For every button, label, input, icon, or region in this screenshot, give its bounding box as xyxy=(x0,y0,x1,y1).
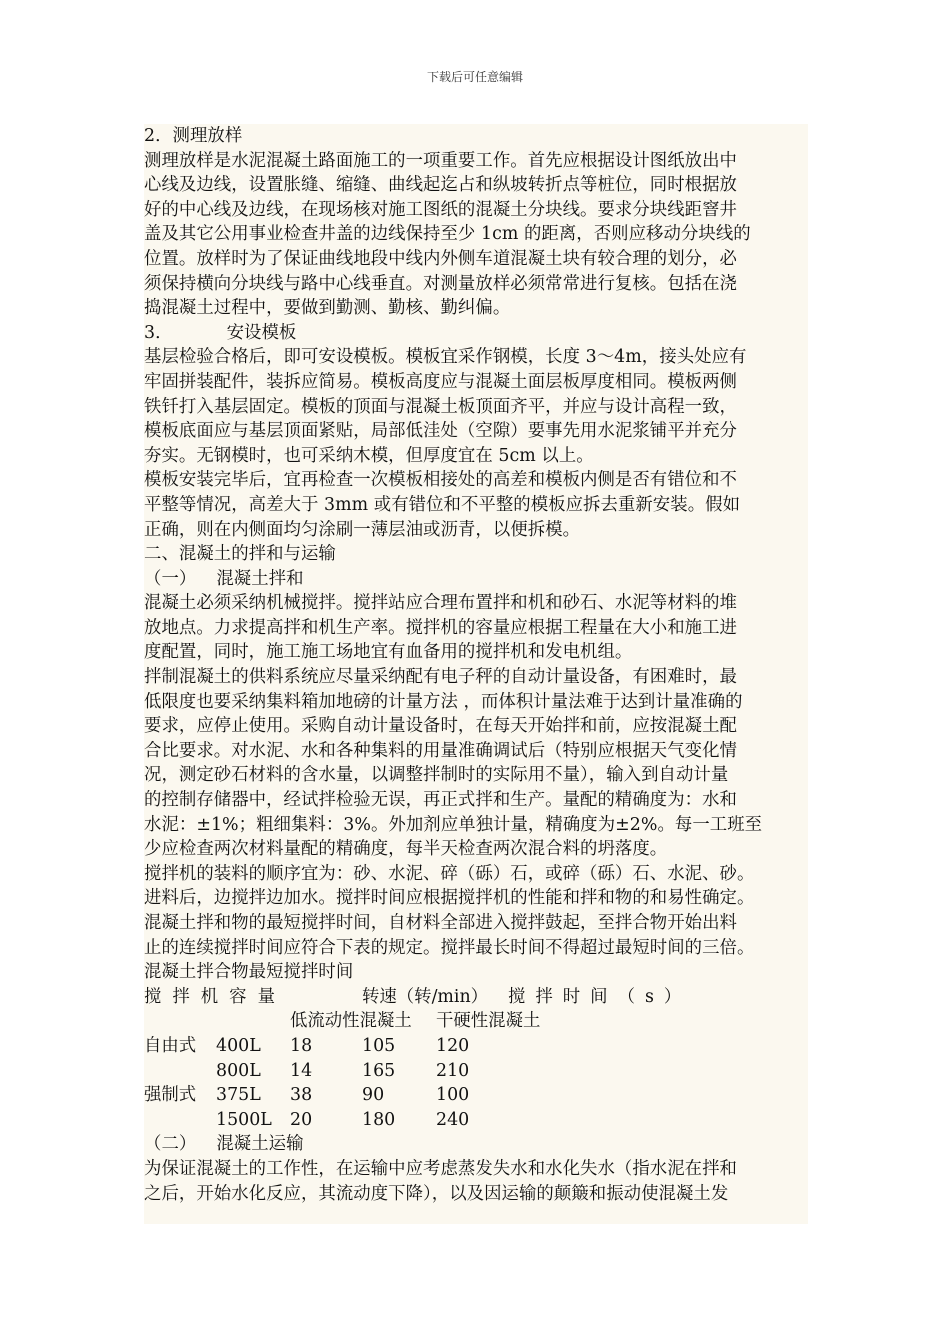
paragraph-line: 平整等情况，高差大于 3mm 或有错位和不平整的模板应拆去重新安装。假如 xyxy=(144,494,741,515)
paragraph-line: 须保持横向分块线与路中心线垂直。对测量放样必须常常进行复核。包括在浇 xyxy=(144,273,737,294)
subsection-heading xyxy=(144,567,808,592)
paragraph-line: 搅拌机的装料的顺序宜为：砂、水泥、碎（砾）石，或碎（砾）石、水泥、砂。 xyxy=(144,863,755,884)
table-cell-low: 180 xyxy=(362,1109,396,1130)
table-cell-speed: 18 xyxy=(290,1035,313,1056)
paragraph-line: 况，测定砂石材料的含水量，以调整拌制时的实际用不量），输入到自动计量 xyxy=(144,765,729,786)
page-header-note: 下载后可任意编辑 xyxy=(426,70,523,84)
table-cell-speed: 20 xyxy=(290,1109,313,1130)
paragraph-line: 拌制混凝土的供料系统应尽量采纳配有电子秤的自动计量设备，有困难时，最 xyxy=(144,667,737,688)
paragraph-line: 位置。放样时为了保证曲线地段中线内外侧车道混凝土块有较合理的划分，必 xyxy=(144,248,737,269)
subsection-title: 混凝土运输 xyxy=(216,1134,304,1155)
table-cell-speed: 38 xyxy=(290,1085,313,1106)
table-header-row xyxy=(144,985,808,1010)
paragraph-line: 牢固拼装配件，装拆应简易。模板高度应与混凝土面层板厚度相同。模板两侧 xyxy=(144,371,737,392)
table-row xyxy=(144,1108,808,1133)
paragraph-line: 低限度也要采纳集料箱加地磅的计量方法 ，而体积计量法难于达到计量准确的 xyxy=(144,691,743,712)
paragraph-line: 夯实。无钢模时，也可采纳木模，但厚度宜在 5cm 以上。 xyxy=(144,445,594,466)
paragraph-line: 度配置，同时，施工施工场地宜有血备用的搅拌机和发电机组。 xyxy=(144,642,633,663)
table-subheader-row xyxy=(144,1009,808,1034)
paragraph-line: 止的连续搅拌时间应符合下表的规定。搅拌最长时间不得超过最短时间的三倍。 xyxy=(144,937,755,958)
paragraph-line: 捣混凝土过程中，要做到勤测、勤核、勤纠偏。 xyxy=(144,298,511,319)
subsection-number: （一） xyxy=(144,568,197,589)
table-row xyxy=(144,1059,808,1084)
table-cell-dry: 120 xyxy=(436,1035,470,1056)
paragraph-line: 水泥：±1%；粗细集料：3%。外加剂应单独计量，精确度为±2%。每一工班至 xyxy=(144,814,763,835)
paragraph-line: 为保证混凝土的工作性，在运输中应考虑蒸发失水和水化失水（指水泥在拌和 xyxy=(144,1158,737,1179)
paragraph-line: 模板底面应与基层顶面紧贴，局部低洼处（空隙）要事先用水泥浆铺平并充分 xyxy=(144,421,737,442)
subsection-number: （二） xyxy=(144,1134,197,1155)
paragraph-line: 之后，开始水化反应，其流动度下降），以及因运输的颠簸和振动使混凝土发 xyxy=(144,1183,729,1204)
paragraph-line: 要求，应停止使用。采购自动计量设备时，在每天开始拌和前，应按混凝土配 xyxy=(144,716,737,737)
table-row xyxy=(144,1034,808,1059)
chapter-heading: 二、混凝土的拌和与运输 xyxy=(144,544,336,565)
paragraph-line: 混凝土拌和物的最短搅拌时间，自材料全部进入搅拌鼓起，至拌合物开始出料 xyxy=(144,913,737,933)
paragraph-line: 混凝土必须采纳机械搅拌。搅拌站应合理布置拌和机和砂石、水泥等材料的堆 xyxy=(144,593,737,614)
paragraph-line: 好的中心线及边线，在现场核对施工图纸的混凝土分块线。要求分块线距窨井 xyxy=(144,199,737,220)
table-cell-low: 90 xyxy=(362,1085,385,1106)
paragraph-line: 放地点。力求提高拌和机生产率。搅拌机的容量应根据工程量在大小和施工进 xyxy=(144,617,737,638)
paragraph-line: 测理放样是水泥混凝土路面施工的一项重要工作。首先应根据设计图纸放出中 xyxy=(144,150,737,171)
paragraph-line: 合比要求。对水泥、水和各种集料的用量准确调试后（特别应根据天气变化情 xyxy=(144,740,737,761)
paragraph-line: 铁钎打入基层固定。模板的顶面与混凝土板顶面齐平，并应与设计高程一致， xyxy=(144,396,737,417)
table-cell-dry: 210 xyxy=(436,1060,470,1081)
table-cell-capacity: 375L xyxy=(216,1085,261,1106)
table-header-low-flow: 低流动性混凝土 xyxy=(290,1011,412,1032)
document-body xyxy=(144,124,808,1224)
table-cell-speed: 14 xyxy=(290,1060,313,1081)
subsection-heading xyxy=(144,1132,808,1157)
subsection-title: 混凝土拌和 xyxy=(216,568,304,589)
table-row xyxy=(144,1083,808,1108)
table-cell-dry: 240 xyxy=(436,1109,470,1130)
section-title: 安设模板 xyxy=(226,322,297,343)
table-cell-low: 165 xyxy=(362,1060,396,1081)
paragraph-line: 的控制存储器中，经试拌检验无误，再正式拌和生产。量配的精确度为：水和 xyxy=(144,790,737,811)
table-header-time: 搅拌时间（s） xyxy=(508,986,692,1007)
table-cell-capacity: 400L xyxy=(216,1035,261,1056)
table-title: 混凝土拌合物最短搅拌时间 xyxy=(144,962,354,983)
table-cell-capacity: 800L xyxy=(216,1060,261,1081)
paragraph-line: 正确，则在内侧面均匀涂刷一薄层油或沥青，以便拆模。 xyxy=(144,519,581,540)
paragraph-line: 模板安装完毕后，宜再检查一次模板相接处的高差和模板内侧是否有错位和不 xyxy=(144,470,737,491)
section-number: 3． xyxy=(144,322,173,343)
table-header-capacity: 搅拌机容量 xyxy=(144,986,286,1007)
table-header-speed: 转速（转/min） xyxy=(362,986,489,1007)
paragraph-line: 盖及其它公用事业检查井盖的边线保持至少 1cm 的距离，否则应移动分块线的 xyxy=(144,224,751,245)
table-cell-capacity: 1500L xyxy=(216,1109,272,1130)
table-cell-type: 自由式 xyxy=(144,1035,197,1056)
paragraph-line: 进料后，边搅拌边加水。搅拌时间应根据搅拌机的性能和拌和物的和易性确定。 xyxy=(144,888,755,909)
table-cell-low: 105 xyxy=(362,1035,396,1056)
paragraph-line: 基层检验合格后，即可安设模板。模板宜采作钢模，长度 3～4m，接头处应有 xyxy=(144,347,747,368)
table-header-dry-hard: 干硬性混凝土 xyxy=(436,1011,541,1032)
paragraph-line: 心线及边线，设置胀缝、缩缝、曲线起迄占和纵坡转折点等桩位，同时根据放 xyxy=(144,175,737,196)
section-heading: 2．测理放样 xyxy=(144,126,243,146)
mixing-time-table xyxy=(144,985,808,1133)
table-cell-type: 强制式 xyxy=(144,1085,197,1106)
section-heading xyxy=(144,321,808,346)
paragraph-line: 少应检查两次材料量配的精确度，每半天检查两次混合料的坍落度。 xyxy=(144,839,668,860)
table-cell-dry: 100 xyxy=(436,1085,470,1106)
